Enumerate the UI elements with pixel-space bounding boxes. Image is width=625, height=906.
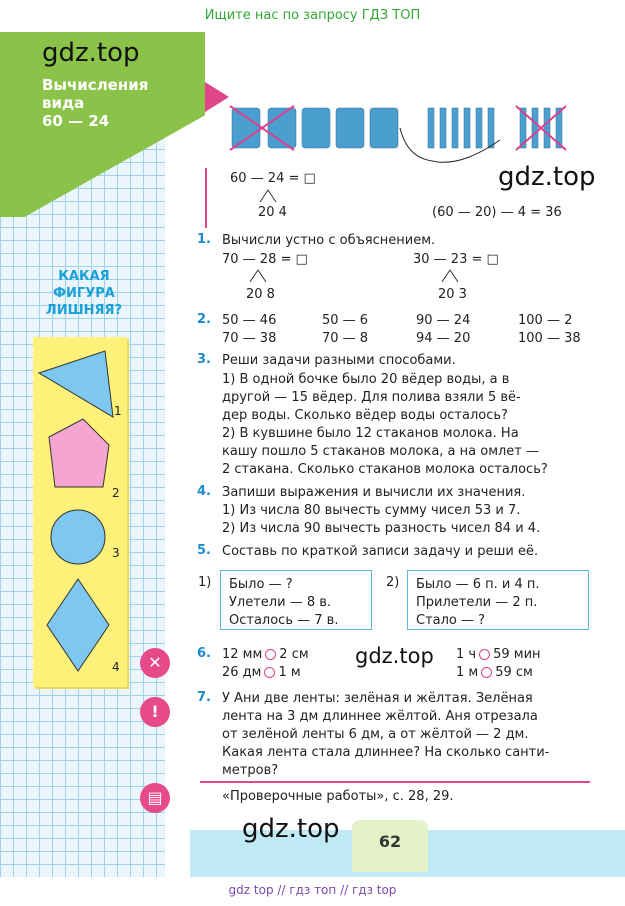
note-line: Было — ?: [229, 577, 293, 592]
expression: 94 — 20: [416, 331, 471, 346]
expression: 50 — 6: [322, 313, 369, 328]
note-line: Прилетели — 2 п.: [416, 595, 538, 610]
page-number: 62: [352, 820, 428, 872]
task-line: 2) В кувшине было 12 стаканов молока. На: [222, 426, 519, 441]
watermark: gdz.top: [355, 644, 434, 668]
task-line: 2) Из числа 90 вычесть разность чисел 84 и 4.: [222, 521, 541, 536]
expression: 100 — 2: [518, 313, 573, 328]
topic-title: [42, 76, 148, 130]
watermark: gdz.top: [242, 814, 340, 844]
task-line: лента на 3 дм длиннее жёлтой. Аня отрезала: [222, 709, 538, 724]
divider: [200, 781, 590, 783]
expression: 70 — 28 = □: [222, 252, 308, 267]
note-line: Стало — ?: [416, 613, 486, 628]
expression: 70 — 8: [322, 331, 369, 346]
comparison: [222, 646, 309, 663]
footer-links[interactable]: gdz top // гдз топ // гдз top: [0, 877, 625, 906]
topic-line: 60 — 24: [42, 112, 110, 130]
value-left: 26 дм: [222, 665, 262, 680]
shape-number: 4: [112, 660, 120, 674]
value-right: 59 см: [495, 665, 533, 680]
example-expression: 60 — 24 = □: [230, 171, 316, 186]
expression: 90 — 24: [416, 313, 471, 328]
pentagon-shape: [49, 419, 109, 487]
task-number: 2.: [197, 312, 211, 327]
triangle-shape: [39, 351, 113, 417]
rhombus-shape: [47, 579, 109, 671]
note-line: Осталось — 7 в.: [229, 613, 339, 628]
compare-circle[interactable]: [265, 649, 276, 660]
task-line: 1) В одной бочке было 20 вёдер воды, а в: [222, 372, 510, 387]
note-line: Улетели — 8 в.: [229, 595, 332, 610]
task-line: Запиши выражения и вычисли их значения.: [222, 485, 526, 500]
value-left: 1 м: [456, 665, 479, 680]
comparison: [456, 646, 541, 663]
book-icon: ▤: [140, 783, 170, 813]
watermark: gdz.top: [42, 38, 140, 68]
top-banner[interactable]: Ищите нас по запросу ГДЗ ТОП: [204, 8, 421, 23]
expression: 30 — 23 = □: [413, 252, 499, 267]
task-text: Вычисли устно с объяснением.: [222, 233, 436, 248]
example-marker: [205, 168, 207, 228]
task-line: 1) Из числа 80 вычесть сумму чисел 53 и 7.: [222, 503, 521, 518]
box-label: 2): [386, 575, 400, 590]
task-number: 1.: [197, 232, 211, 247]
question-line: ФИГУРА: [53, 286, 115, 301]
box-label: 1): [198, 575, 212, 590]
expression-split: 20 8: [246, 287, 275, 302]
task-number: 4.: [197, 484, 211, 499]
shape-number: 3: [112, 546, 120, 560]
compare-circle[interactable]: [479, 649, 490, 660]
odd-shape-question: [34, 268, 134, 319]
task-line: У Ани две ленты: зелёная и жёлтая. Зелёная: [222, 691, 533, 706]
expression: 50 — 46: [222, 313, 277, 328]
comparison: [456, 664, 533, 681]
task-line: Какая лента стала длиннее? На сколько санти-: [222, 745, 550, 760]
task-line: от зелёной ленты 6 дм, а от жёлтой — 2 дм.: [222, 727, 529, 742]
expression: 100 — 38: [518, 331, 581, 346]
task-line: Реши задачи разными способами.: [222, 353, 456, 368]
circle-shape: [51, 510, 105, 564]
task-number: 3.: [197, 352, 211, 367]
compare-circle[interactable]: [264, 667, 275, 678]
value-right: 59 мин: [493, 647, 541, 662]
task-text: Составь по краткой записи задачу и реши её.: [222, 544, 539, 559]
play-marker-icon: [205, 82, 229, 112]
value-left: 1 ч: [456, 647, 477, 662]
example-split: 20 4: [258, 205, 287, 220]
shapes-figure: [33, 337, 133, 687]
watermark: gdz.top: [498, 162, 596, 192]
example-result: (60 — 20) — 4 = 36: [432, 205, 562, 220]
attention-icon: !: [140, 697, 170, 727]
task-line: кашу пошло 5 стаканов молока, а на омлет —: [222, 444, 540, 459]
expression-split: 20 3: [438, 287, 467, 302]
question-line: КАКАЯ: [58, 269, 110, 284]
split-lines: [258, 188, 278, 202]
expression: 70 — 38: [222, 331, 277, 346]
split-lines: [440, 268, 460, 282]
question-line: ЛИШНЯЯ?: [45, 303, 123, 318]
task-line: метров?: [222, 763, 279, 778]
task-number: 5.: [197, 543, 211, 558]
split-lines: [248, 268, 268, 282]
shape-number: 1: [114, 404, 122, 418]
task-number: 7.: [197, 690, 211, 705]
value-left: 12 мм: [222, 647, 263, 662]
topic-line: Вычисления: [42, 76, 149, 94]
task-line: 2 стакана. Сколько стаканов молока осталось?: [222, 462, 548, 477]
value-right: 1 м: [278, 665, 301, 680]
compare-circle[interactable]: [481, 667, 492, 678]
reference-text: «Проверочные работы», с. 28, 29.: [222, 789, 454, 804]
task-number: 6.: [197, 646, 211, 661]
task-line: дер воды. Сколько вёдер воды осталось?: [222, 408, 508, 423]
note-line: Было — 6 п. и 4 п.: [416, 577, 540, 592]
mistake-icon: ✕: [140, 648, 170, 678]
task-line: другой — 15 вёдер. Для полива взяли 5 вё-: [222, 390, 521, 405]
stick-bundles-illustration: [228, 100, 568, 170]
shape-number: 2: [112, 486, 120, 500]
value-right: 2 см: [279, 647, 309, 662]
comparison: [222, 664, 301, 681]
topic-line: вида: [42, 94, 85, 112]
